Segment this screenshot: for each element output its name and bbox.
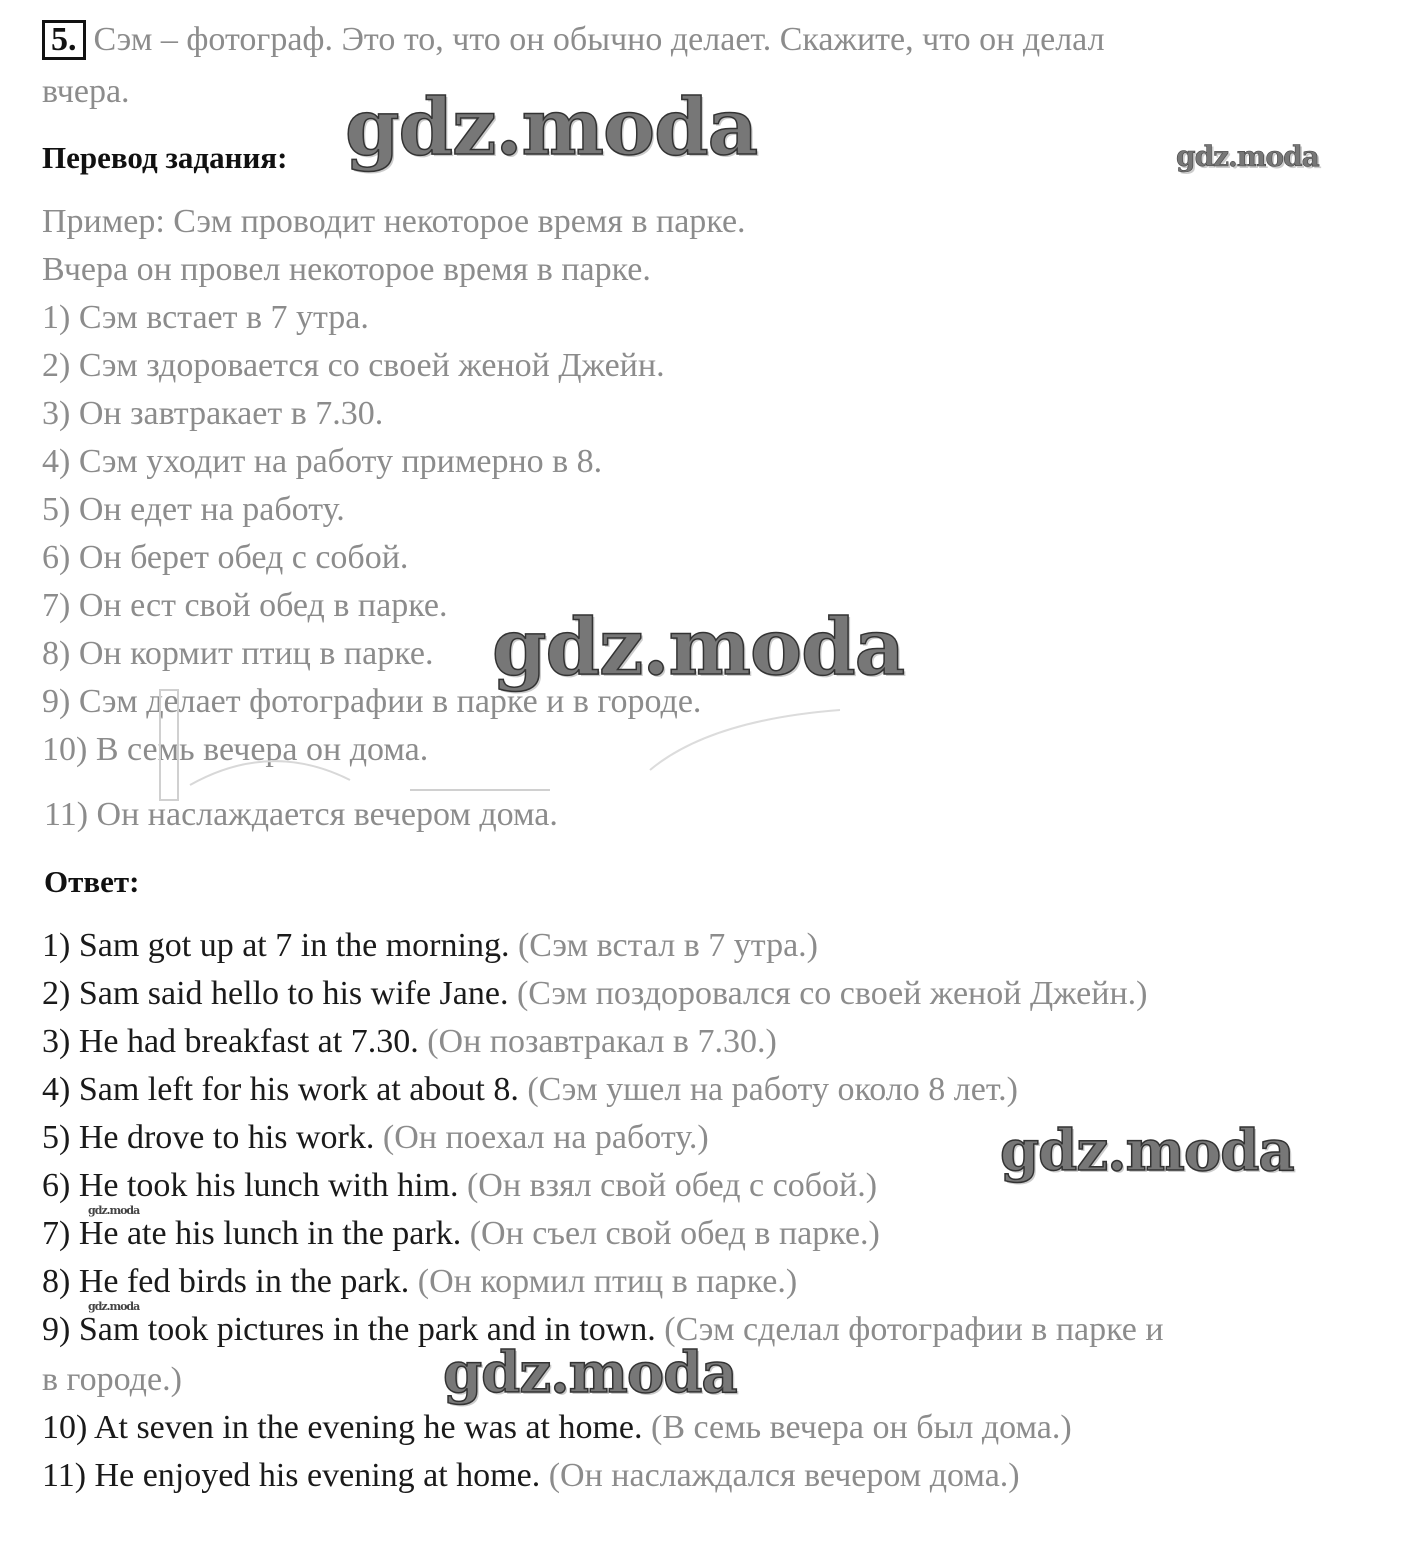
task-header <box>42 20 1105 60</box>
watermark: gdz.moda <box>88 1204 140 1217</box>
translation-heading: Перевод задания: <box>42 140 288 175</box>
watermark: gdz.moda <box>1000 1118 1294 1184</box>
watermark: gdz.moda <box>88 1300 140 1313</box>
answer-ru: (Он съел свой обед в парке.) <box>469 1215 880 1252</box>
answer-en: 3) He had breakfast at 7.30. <box>42 1023 419 1060</box>
translation-line: 3) Он завтракает в 7.30. <box>42 395 384 432</box>
answer-ru: (Он наслаждался вечером дома.) <box>548 1457 1020 1494</box>
answer-en: 2) Sam said hello to his wife Jane. <box>42 975 509 1012</box>
answer-ru: (Сэм сделал фотографии в парке и <box>664 1311 1164 1348</box>
watermark: gdz.moda <box>492 602 905 693</box>
answer-line <box>42 1214 880 1254</box>
answer-line <box>42 1456 1020 1496</box>
answer-line <box>42 1022 777 1062</box>
answer-en: 5) He drove to his work. <box>42 1119 375 1156</box>
answer-en: 4) Sam left for his work at about 8. <box>42 1071 519 1108</box>
task-text-line2: вчера. <box>42 73 130 110</box>
answer-en: 10) At seven in the evening he was at home. <box>42 1409 643 1446</box>
answer-ru: (Он кормил птиц в парке.) <box>417 1263 798 1300</box>
task-number: 5. <box>42 20 86 60</box>
answer-line <box>42 1070 1018 1110</box>
translation-line: Пример: Сэм проводит некоторое время в парке. <box>42 203 746 240</box>
translation-line: Вчера он провел некоторое время в парке. <box>42 251 651 288</box>
translation-line: 9) Сэм делает фотографии в парке и в городе. <box>42 683 702 720</box>
answer-line <box>42 1118 709 1158</box>
answer-en: 6) He took his lunch with him. <box>42 1167 459 1204</box>
translation-line: 10) В семь вечера он дома. <box>42 731 429 768</box>
translation-line: 2) Сэм здоровается со своей женой Джейн. <box>42 347 665 384</box>
answer-ru: (Сэм ушел на работу около 8 лет.) <box>527 1071 1018 1108</box>
translation-line: 1) Сэм встает в 7 утра. <box>42 299 369 336</box>
answer-line <box>42 926 818 966</box>
answer-line-continued <box>42 1360 182 1400</box>
watermark: gdz.moda <box>1176 140 1319 173</box>
answer-heading: Ответ: <box>44 864 140 899</box>
answer-en: 7) He ate his lunch in the park. <box>42 1215 462 1252</box>
translation-line: 8) Он кормит птиц в парке. <box>42 635 434 672</box>
answer-line <box>42 1262 797 1302</box>
translation-line: 4) Сэм уходит на работу примерно в 8. <box>42 443 603 480</box>
answer-ru: (В семь вечера он был дома.) <box>651 1409 1072 1446</box>
answer-ru: (Он позавтракал в 7.30.) <box>427 1023 777 1060</box>
scan-artifact <box>150 680 850 810</box>
answer-line <box>42 1408 1072 1448</box>
task-text-line1: Сэм – фотограф. Это то, что он обычно делает. Скажите, что он делал <box>93 21 1105 58</box>
answer-en: 1) Sam got up at 7 in the morning. <box>42 927 510 964</box>
answer-en: 9) Sam took pictures in the park and in town. <box>42 1311 656 1348</box>
answer-ru: (Он поехал на работу.) <box>382 1119 709 1156</box>
translation-line: 7) Он ест свой обед в парке. <box>42 587 448 624</box>
answer-ru: (Он взял свой обед с собой.) <box>466 1167 878 1204</box>
watermark: gdz.moda <box>345 82 758 173</box>
answer-en: 11) He enjoyed his evening at home. <box>42 1457 541 1494</box>
watermark: gdz.moda <box>443 1340 737 1406</box>
answer-ru: (Сэм встал в 7 утра.) <box>517 927 818 964</box>
translation-line: 11) Он наслаждается вечером дома. <box>44 796 558 833</box>
answer-ru: (Сэм поздоровался со своей женой Джейн.) <box>516 975 1148 1012</box>
answer-line <box>42 1166 877 1206</box>
translation-line: 5) Он едет на работу. <box>42 491 345 528</box>
answer-ru: в городе.) <box>42 1361 182 1398</box>
translation-line: 6) Он берет обед с собой. <box>42 539 409 576</box>
answer-line <box>42 974 1147 1014</box>
answer-en: 8) He fed birds in the park. <box>42 1263 410 1300</box>
